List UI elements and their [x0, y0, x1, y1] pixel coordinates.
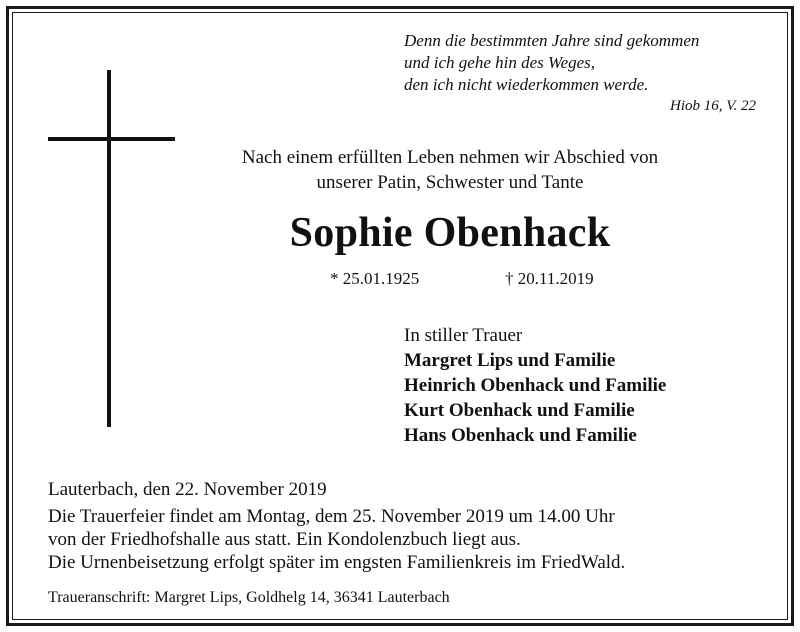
- quote-line: den ich nicht wiederkommen werde.: [404, 75, 649, 94]
- cross-horizontal-bar: [48, 137, 175, 141]
- notice-line: von der Friedhofshalle aus statt. Ein Kondolenzbuch liegt aus.: [48, 529, 521, 550]
- mourning-address: Traueranschrift: Margret Lips, Goldhelg 14, 36341 Lauterbach: [48, 589, 450, 606]
- mourners-list: [404, 323, 744, 448]
- birth-date: * 25.01.1925: [330, 269, 420, 288]
- quote-line: und ich gehe hin des Weges,: [404, 53, 596, 72]
- intro-line: unserer Patin, Schwester und Tante: [316, 172, 584, 193]
- place-and-date: Lauterbach, den 22. November 2019: [48, 479, 327, 500]
- death-date: † 20.11.2019: [505, 269, 594, 288]
- mourning-lead: In stiller Trauer: [404, 325, 523, 346]
- quote-source: Hiob 16, V. 22: [670, 98, 756, 114]
- mourner-family: Kurt Obenhack und Familie: [404, 400, 635, 421]
- mourner-family: Margret Lips und Familie: [404, 350, 616, 371]
- farewell-intro: [200, 145, 700, 195]
- quote-line: Denn die bestimmten Jahre sind gekommen: [404, 31, 700, 50]
- deceased-name: Sophie Obenhack: [289, 210, 611, 256]
- cross-vertical-bar: [107, 70, 111, 427]
- notice-line: Die Trauerfeier findet am Montag, dem 25. November 2019 um 14.00 Uhr: [48, 506, 615, 527]
- notice-line: Die Urnenbeisetzung erfolgt später im engsten Familienkreis im FriedWald.: [48, 552, 626, 573]
- mourner-family: Hans Obenhack und Familie: [404, 425, 637, 446]
- funeral-notice: [48, 505, 748, 574]
- intro-line: Nach einem erfüllten Leben nehmen wir Abschied von: [241, 147, 659, 168]
- bible-quote: [404, 30, 760, 116]
- mourner-family: Heinrich Obenhack und Familie: [404, 375, 667, 396]
